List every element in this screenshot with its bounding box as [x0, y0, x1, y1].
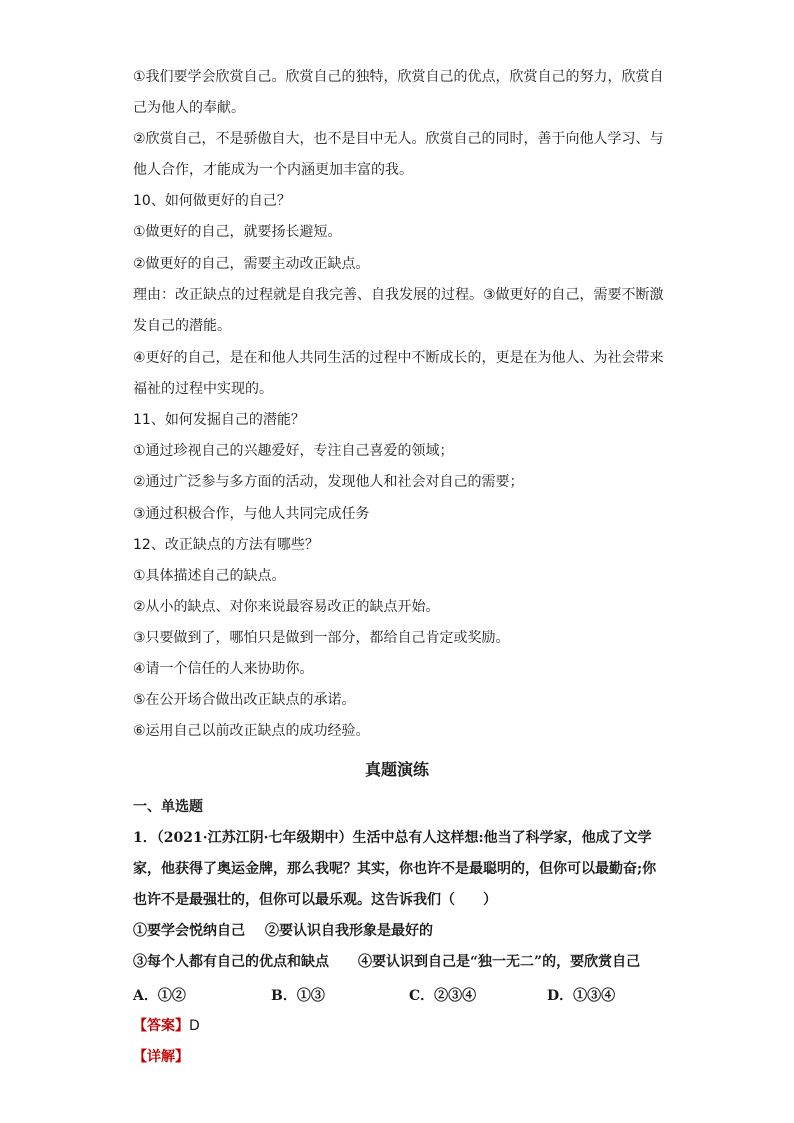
question-11: 11、如何发掘自己的潜能？: [133, 412, 305, 428]
review-p2-line1: ②欣赏自己，不是骄傲自大，也不是目中无人。欣赏自己的同时，善于向他人学习、与: [133, 131, 664, 147]
question-10-answer-3-line2: 发自己的潜能。: [133, 318, 231, 334]
question-12-answer-3: ③只要做到了，哪怕只是做到一部分，都给自己肯定或奖励。: [133, 630, 510, 646]
section-heading: 一、单选题: [133, 799, 203, 815]
question-12-answer-2: ②从小的缺点、对你来说最容易改正的缺点开始。: [133, 599, 440, 615]
question-12: 12、改正缺点的方法有哪些？: [133, 537, 319, 553]
option-a[interactable]: A．①②: [133, 988, 186, 1004]
statement-1: ①要学会悦纳自己: [133, 923, 245, 939]
question-11-answer-1: ①通过珍视自己的兴趣爱好，专注自己喜爱的领域；: [133, 443, 454, 459]
question-11-answer-2: ②通过广泛参与多方面的活动，发现他人和社会对自己的需要；: [133, 474, 524, 490]
question-10-answer-2: ②做更好的自己，需要主动改正缺点。: [133, 256, 370, 272]
answer-tag: 【答案】: [133, 1018, 189, 1034]
question-12-answer-6: ⑥运用自己以前改正缺点的成功经验。: [133, 723, 370, 739]
exercise-q1-line1: 1．（2021·江苏江阴·七年级期中）生活中总有人这样想:他当了科学家，他成了文学: [133, 830, 652, 846]
answer-value: D: [189, 1018, 200, 1034]
review-p1-line2: 己为他人的奉献。: [133, 100, 245, 116]
detail-tag: 【详解】: [133, 1049, 189, 1065]
statement-3: ③每个人都有自己的优点和缺点: [133, 954, 329, 970]
question-11-answer-3: ③通过积极合作，与他人共同完成任务: [133, 506, 370, 522]
question-10-answer-4-line2: 福祉的过程中实现的。: [133, 381, 273, 397]
statement-2: ②要认识自我形象是最好的: [265, 923, 433, 939]
question-12-answer-1: ①具体描述自己的缺点。: [133, 568, 286, 584]
question-12-answer-4: ④请一个信任的人来协助你。: [133, 661, 314, 677]
question-10-answer-1: ①做更好的自己，就要扬长避短。: [133, 224, 342, 240]
question-10: 10、如何做更好的自己？: [133, 193, 291, 209]
answer-options: [133, 986, 673, 1006]
option-c[interactable]: C．②③④: [409, 988, 477, 1004]
answer-line: [133, 1016, 200, 1036]
detail-line: [133, 1047, 189, 1067]
exercise-q1-line3: 也许不是最强壮的，但你可以最乐观。这告诉我们（ ）: [133, 892, 497, 908]
question-12-answer-5: ⑤在公开场合做出改正缺点的承诺。: [133, 692, 356, 708]
question-10-answer-3-line1: 理由：改正缺点的过程就是自我完善、自我发展的过程。③做更好的自己，需要不断激: [133, 287, 664, 303]
statement-4: ④要认识到自己是“独一无二”的，要欣赏自己: [358, 954, 641, 970]
review-p1-line1: ①我们要学会欣赏自己。欣赏自己的独特，欣赏自己的优点，欣赏自己的努力，欣赏自: [133, 69, 664, 85]
option-d[interactable]: D．①③④: [547, 988, 616, 1004]
option-b[interactable]: B．①③: [271, 988, 325, 1004]
question-10-answer-4-line1: ④更好的自己，是在和他人共同生活的过程中不断成长的，更是在为他人、为社会带来: [133, 350, 664, 366]
exercise-q1-line2: 家，他获得了奥运金牌，那么我呢？其实，你也许不是最聪明的，但你可以最勤奋;你: [133, 861, 657, 877]
review-p2-line2: 他人合作，才能成为一个内涵更加丰富的我。: [133, 162, 413, 178]
exercise-title: 真题演练: [364, 760, 429, 779]
